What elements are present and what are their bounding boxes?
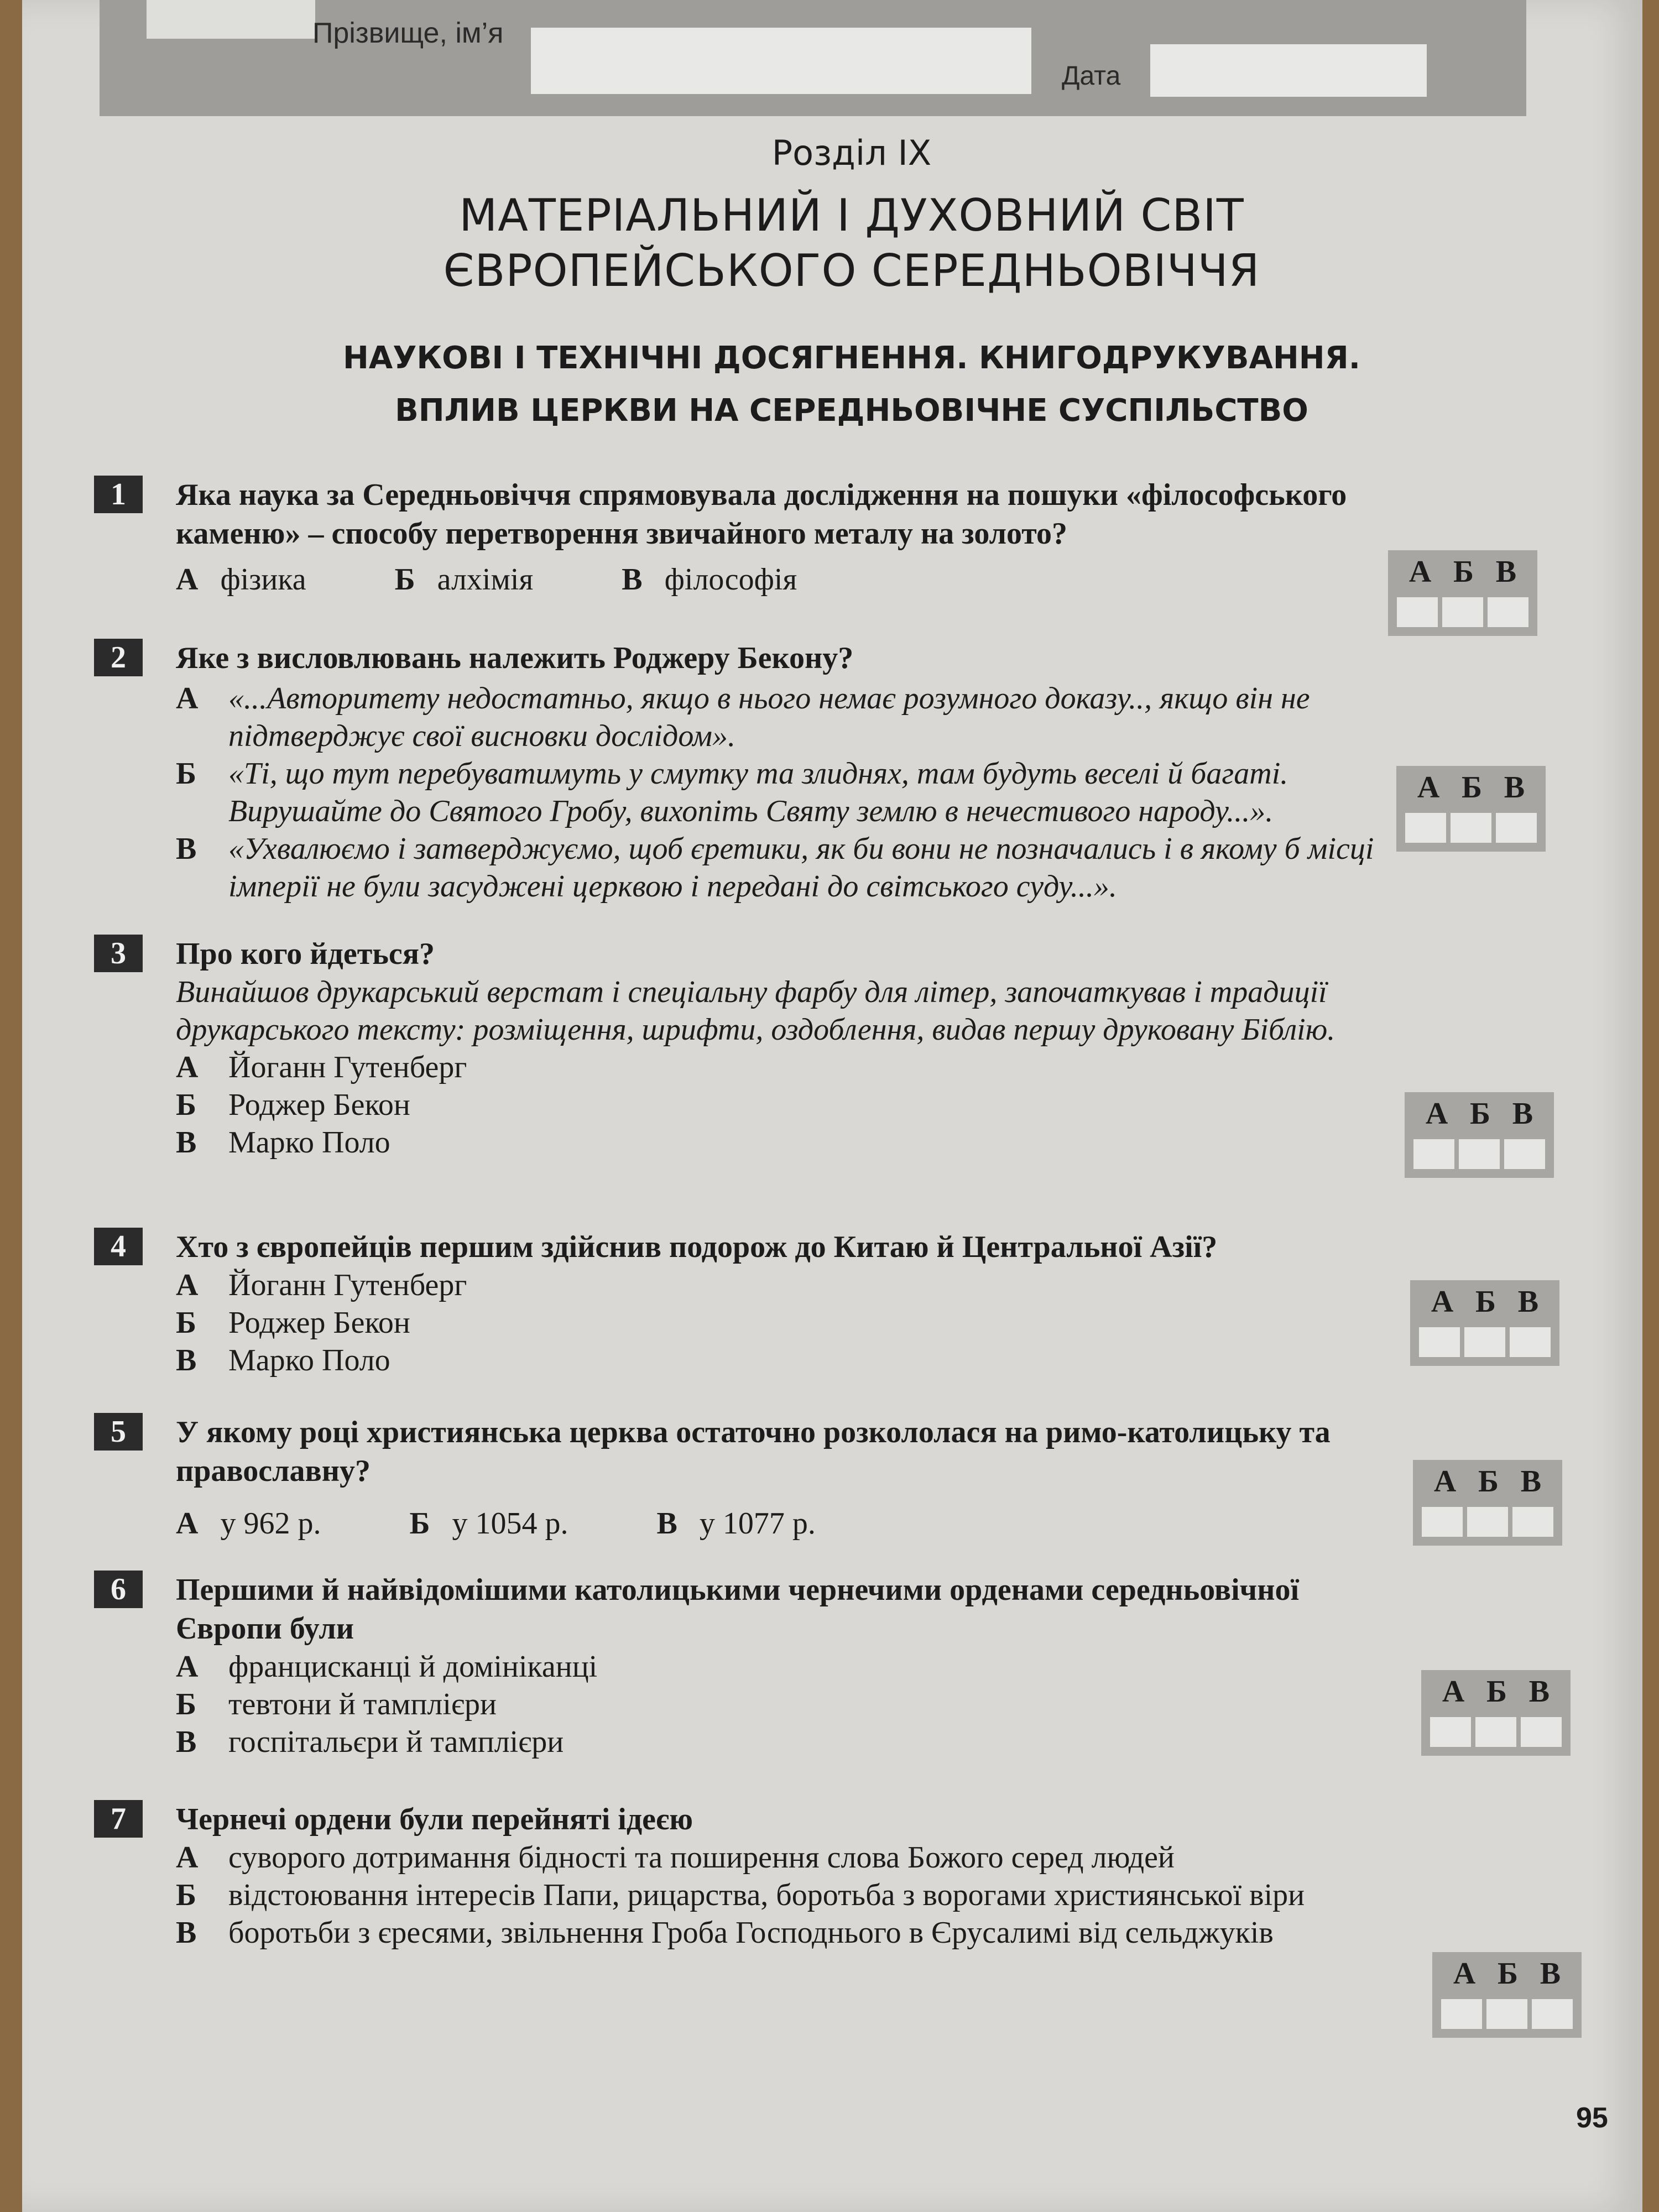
answer-cell-c[interactable] xyxy=(1510,1505,1556,1539)
option-a[interactable]: А фізика xyxy=(176,562,306,597)
name-field[interactable] xyxy=(531,28,1031,94)
option-c[interactable]: В боротьби з єресями, звільнення Гроба Господнього в Єрусалимі від сельджуків xyxy=(176,1916,1274,1950)
question-number: 1 xyxy=(94,476,143,513)
option-c[interactable]: В госпітальєри й тамплієри xyxy=(176,1725,564,1759)
answer-box-5 xyxy=(1413,1460,1562,1546)
date-field[interactable] xyxy=(1150,44,1427,97)
answer-box-1 xyxy=(1388,550,1537,636)
answer-letter: Б xyxy=(1478,1464,1499,1499)
question-1 xyxy=(94,476,1432,602)
option-c[interactable]: В філософія xyxy=(622,562,797,597)
question-text: Яка наука за Середньовіччя спрямовувала дослідження на пошуки «філософського каменю» – способу перетворення звичайного металу на золото? xyxy=(176,478,1347,551)
question-7 xyxy=(94,1800,1432,1952)
answer-cell-c[interactable] xyxy=(1494,811,1539,845)
answer-letter: Б xyxy=(1462,770,1483,805)
name-label: Прізвище, ім’я xyxy=(312,17,504,49)
section-title-line-1: МАТЕРІАЛЬНИЙ І ДУХОВНИЙ СВІТ xyxy=(459,190,1244,241)
question-text: У якому році християнська церква остаточно розкололася на римо-католицьку та православну? xyxy=(176,1415,1331,1488)
header-tab xyxy=(147,0,315,39)
option-a[interactable]: А «...Авторитету недостатньо, якщо в нього немає розумного доказу.., якщо він не підтверджує свої висновки дослідом». xyxy=(176,681,1310,753)
option-a[interactable]: А у 962 р. xyxy=(176,1506,321,1541)
answer-letter: Б xyxy=(1486,1674,1507,1709)
answer-cell-b[interactable] xyxy=(1457,1137,1502,1171)
topic-title-line-2: ВПЛИВ ЦЕРКВИ НА СЕРЕДНЬОВІЧНЕ СУСПІЛЬСТВО xyxy=(395,393,1308,429)
question-number: 6 xyxy=(94,1571,143,1608)
question-text: Про кого йдеться? xyxy=(176,937,435,971)
option-c[interactable]: В у 1077 р. xyxy=(656,1506,816,1541)
answer-cell-b[interactable] xyxy=(1440,595,1485,629)
answer-letter: А xyxy=(1453,1957,1476,1991)
answer-cell-b[interactable] xyxy=(1462,1325,1507,1359)
option-b[interactable]: Б відстоювання інтересів Папи, рицарства, боротьба з ворогами християнської віри xyxy=(176,1878,1305,1912)
answer-cell-c[interactable] xyxy=(1530,1997,1575,2031)
answer-cell-b[interactable] xyxy=(1484,1997,1530,2031)
options-row xyxy=(176,557,1432,602)
answer-letter: А xyxy=(1425,1097,1448,1131)
answer-cell-a[interactable] xyxy=(1420,1505,1465,1539)
answer-letter: Б xyxy=(1498,1957,1519,1991)
question-2 xyxy=(94,639,1432,905)
answer-letter: В xyxy=(1512,1097,1533,1131)
answer-letter: А xyxy=(1442,1674,1465,1709)
page-number: 95 xyxy=(1576,2102,1608,2134)
answer-cell-a[interactable] xyxy=(1411,1137,1457,1171)
answer-cell-c[interactable] xyxy=(1507,1325,1553,1359)
option-c[interactable]: В Марко Поло xyxy=(176,1343,390,1378)
answer-letter: А xyxy=(1433,1464,1457,1499)
question-text: Яке з висловлювань належить Роджеру Бекону? xyxy=(176,641,854,675)
answer-letter: Б xyxy=(1470,1097,1491,1131)
option-b[interactable]: Б Роджер Бекон xyxy=(176,1306,410,1340)
answer-cell-b[interactable] xyxy=(1448,811,1494,845)
option-a[interactable]: А францисканці й домініканці xyxy=(176,1650,598,1684)
worksheet-page xyxy=(22,0,1642,2212)
option-a[interactable]: А суворого дотримання бідності та поширення слова Божого серед людей xyxy=(176,1840,1175,1875)
answer-box-6 xyxy=(1421,1670,1571,1756)
topic-title-line-1: НАУКОВІ І ТЕХНІЧНІ ДОСЯГНЕННЯ. КНИГОДРУКУВАННЯ. xyxy=(342,340,1360,376)
question-3 xyxy=(94,935,1432,1161)
answer-cell-a[interactable] xyxy=(1428,1715,1473,1749)
answer-cell-c[interactable] xyxy=(1519,1715,1564,1749)
answer-box-3 xyxy=(1405,1092,1554,1178)
question-text: Чернечі ордени були перейняті ідеєю xyxy=(176,1802,693,1837)
question-number: 3 xyxy=(94,935,143,972)
question-text: Хто з європейців першим здійснив подорож до Китаю й Центральної Азії? xyxy=(176,1230,1218,1264)
options-row xyxy=(176,1501,1432,1546)
option-b[interactable]: Б тевтони й тамплієри xyxy=(176,1687,497,1721)
option-c[interactable]: В Марко Поло xyxy=(176,1125,390,1160)
option-b[interactable]: Б алхімія xyxy=(394,562,534,597)
answer-cell-a[interactable] xyxy=(1417,1325,1462,1359)
question-4 xyxy=(94,1228,1432,1379)
question-number: 7 xyxy=(94,1800,143,1838)
answer-letter: Б xyxy=(1475,1285,1496,1319)
answer-cell-a[interactable] xyxy=(1439,1997,1484,2031)
question-5 xyxy=(94,1413,1432,1546)
question-number: 2 xyxy=(94,639,143,676)
answer-box-7 xyxy=(1432,1952,1582,2038)
answer-cell-b[interactable] xyxy=(1473,1715,1519,1749)
answer-box-2 xyxy=(1396,766,1546,852)
answer-letter: В xyxy=(1520,1464,1542,1499)
answer-letter: В xyxy=(1504,770,1525,805)
section-title-line-2: ЄВРОПЕЙСЬКОГО СЕРЕДНЬОВІЧЧЯ xyxy=(443,245,1260,296)
date-label: Дата xyxy=(1062,61,1121,91)
answer-cell-a[interactable] xyxy=(1395,595,1440,629)
option-c[interactable]: В «Ухвалюємо і затверджуємо, щоб єретики, як би вони не позначались і в якому б місці імперії не були засуджені церквою і передані до світського суду...». xyxy=(176,832,1374,904)
answer-cell-c[interactable] xyxy=(1485,595,1531,629)
answer-cell-a[interactable] xyxy=(1403,811,1448,845)
option-b[interactable]: Б Роджер Бекон xyxy=(176,1088,410,1122)
section-title xyxy=(22,188,1659,299)
topic-title xyxy=(22,332,1659,437)
question-text: Першими й найвідомішими католицькими чернечими орденами середньовічної Європи були xyxy=(176,1573,1300,1646)
option-b[interactable]: Б «Ті, що тут перебуватимуть у смутку та злиднях, там будуть веселі й багаті. Вирушайте до Святого Гробу, вихопіть Святу землю в нечестивого народу...». xyxy=(176,757,1288,828)
section-label: Розділ IX xyxy=(771,133,932,173)
answer-letter: В xyxy=(1528,1674,1550,1709)
answer-letter: А xyxy=(1417,770,1440,805)
question-number: 5 xyxy=(94,1413,143,1451)
answer-letter: В xyxy=(1540,1957,1561,1991)
option-a[interactable]: А Йоганн Гутенберг xyxy=(176,1050,467,1084)
option-b[interactable]: Б у 1054 р. xyxy=(409,1506,568,1541)
question-6 xyxy=(94,1571,1432,1761)
answer-cell-c[interactable] xyxy=(1502,1137,1547,1171)
question-description: Винайшов друкарський верстат і спеціальну фарбу для літер, започаткував і традиції друкарського тексту: розміщення, шрифти, оздоблення, видав першу друковану Біблію. xyxy=(176,975,1335,1047)
answer-letter: В xyxy=(1495,555,1517,589)
answer-box-4 xyxy=(1410,1280,1559,1366)
question-number: 4 xyxy=(94,1228,143,1265)
answer-letter: В xyxy=(1517,1285,1539,1319)
option-a[interactable]: А Йоганн Гутенберг xyxy=(176,1268,467,1302)
answer-letter: А xyxy=(1431,1285,1454,1319)
answer-cell-b[interactable] xyxy=(1465,1505,1510,1539)
answer-letter: Б xyxy=(1453,555,1474,589)
answer-letter: А xyxy=(1408,555,1432,589)
